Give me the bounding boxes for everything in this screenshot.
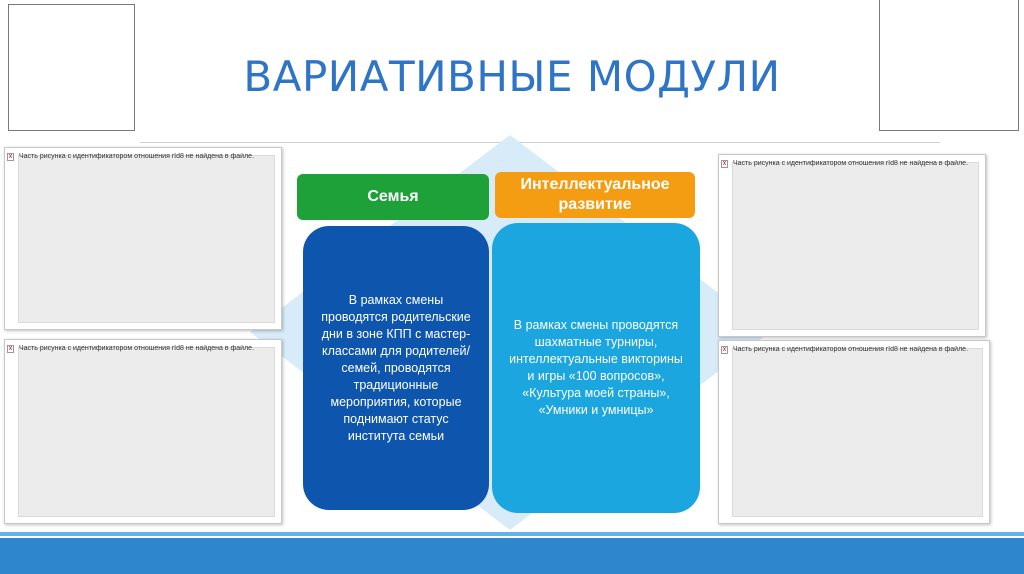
image-placeholder-right-top xyxy=(718,154,986,337)
module-card-family xyxy=(303,226,489,510)
module-description: В рамках смены проводятся шахматные турниры, интеллектуальные викторины и игры «100 вопросов», «Культура моей страны», «Умники и умницы» xyxy=(509,318,683,417)
placeholder-frame xyxy=(732,348,983,517)
broken-image-icon: x xyxy=(8,153,13,160)
broken-image-icon: x xyxy=(722,160,727,167)
broken-image-icon: x xyxy=(8,345,13,352)
placeholder-frame xyxy=(18,155,275,323)
broken-image-icon: x xyxy=(722,346,727,353)
module-tab-family xyxy=(297,174,489,220)
module-label: Семья xyxy=(367,188,419,205)
page-title: ВАРИАТИВНЫЕ МОДУЛИ xyxy=(243,52,781,101)
image-placeholder-left-top xyxy=(4,147,282,330)
image-error-text: Часть рисунка с идентификатором отношения rId8 не найдена в файле. xyxy=(733,160,969,167)
placeholder-frame xyxy=(18,347,275,517)
image-placeholder-right-bottom xyxy=(718,340,990,524)
image-placeholder-left-bottom xyxy=(4,339,282,524)
footer-stripe-light xyxy=(0,532,1024,536)
image-error-text: Часть рисунка с идентификатором отношения rId8 не найдена в файле. xyxy=(733,346,969,353)
module-description: В рамках смены проводятся родительские дни в зоне КПП с мастер-классами для родителей/семей, проводятся традиционные мероприятия, которые поднимают статус института семьи xyxy=(321,292,471,443)
image-error-text: Часть рисунка с идентификатором отношения rId8 не найдена в файле. xyxy=(19,153,255,160)
image-error-text: Часть рисунка с идентификатором отношения rId8 не найдена в файле. xyxy=(19,345,255,352)
module-card-intellectual xyxy=(492,223,700,513)
placeholder-frame xyxy=(732,162,979,330)
module-tab-intellectual xyxy=(495,172,695,218)
module-label: Интеллектуальное развитие xyxy=(520,176,670,213)
footer-stripe-dark xyxy=(0,538,1024,574)
